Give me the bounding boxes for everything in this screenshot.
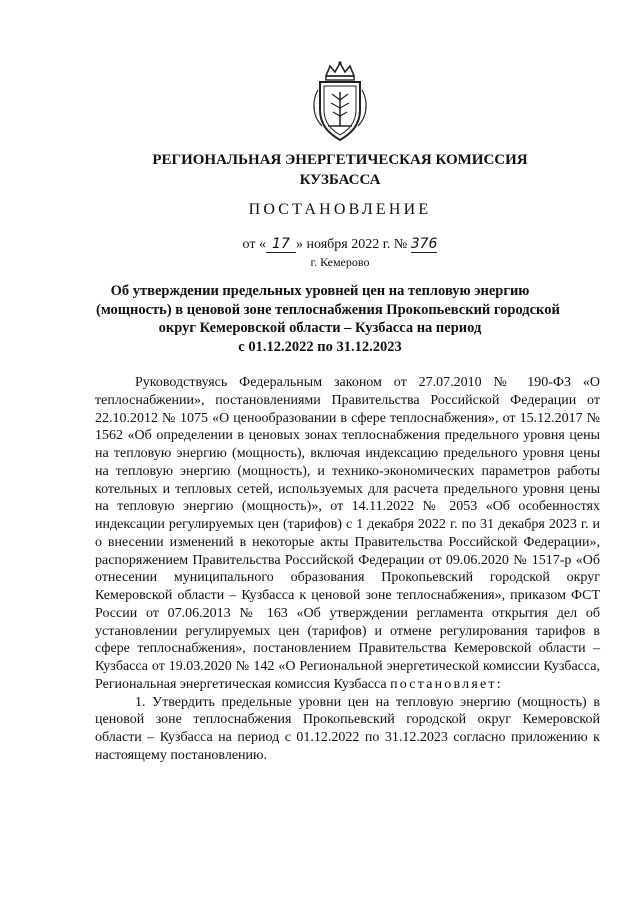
title-line3: округ Кемеровской области – Кузбасса на период: [158, 320, 482, 336]
organization-name-line2: КУЗБАССА: [299, 172, 381, 188]
decree-word: постановляет:: [390, 676, 503, 692]
date-number-line: [180, 236, 500, 254]
title-line1: Об утверждении предельных уровней цен на тепловую энергию: [110, 283, 530, 299]
item-1-paragraph: 1. Утвердить предельные уровни цен на тепловую энергию (мощность) в ценовой зоне теплоснабжения Прокопьевский городской округ Кемеровской области – Кузбасса на период с 01.12.2022 по 31.12.2023 согласно приложению к настоящему постановлению.: [95, 694, 600, 763]
city: г. Кемерово: [310, 255, 370, 269]
document-type: ПОСТАНОВЛЕНИЕ: [248, 201, 432, 218]
date-prefix: от «: [242, 237, 266, 252]
preamble-text: Руководствуясь Федеральным законом от 27.07.2010 № 190-ФЗ «О теплоснабжении», постановлениями Правительства Российской Федерации от 22.10.2012 № 1075 «О ценообразовании в сфере теплоснабжения», от 15.12.2017 № 1562 «Об определении в ценовых зонах теплоснабжения предельного уровня цены на тепловую энергию (мощность), включая индексацию предельного уровня цены на тепловую энергию (мощность), и технико-экономических параметров работы котельных и тепловых сетей, используемых для расчета предельного уровня цены на тепловую энергию (мощность)», от 14.11.2022 № 2053 «Об особенностях индексации регулируемых цен (тарифов) с 1 декабря 2022 г. по 31 декабря 2023 г. и о внесении изменений в некоторые акты Правительства Российской Федерации», распоряжением Правительства Российской Федерации от 09.06.2020 № 1517-р «Об отнесении муниципального образования Прокопьевский городской округ Кемеровской области – Кузбасса к ценовой зоне теплоснабжения», приказом ФСТ России от 07.06.2013 № 163 «Об утверждении регламента открытия дел об установлении регулируемых цен (тарифов) и отмене регулирования тарифов в сфере теплоснабжения», постановлением Правительства Кемеровской области – Кузбасса от 19.03.2020 № 142 «О Региональной энергетической комиссии Кузбасса, Региональная энергетическая комиссия Кузбасса: [95, 375, 600, 692]
title-line2: (мощность) в ценовой зоне теплоснабжения Прокопьевский городской: [96, 301, 560, 318]
date-rest: » ноября 2022 г. №: [295, 237, 408, 252]
preamble-paragraph: [95, 374, 600, 694]
handwritten-doc-number: 376: [410, 236, 438, 252]
handwritten-day: 17: [266, 236, 296, 253]
document-body: [95, 374, 600, 765]
organization-name-line1: РЕГИОНАЛЬНАЯ ЭНЕРГЕТИЧЕСКАЯ КОМИССИЯ: [152, 152, 528, 168]
document-title: [96, 282, 560, 356]
organization-name: [120, 150, 560, 190]
coat-of-arms-emblem: [304, 60, 376, 146]
title-line4: с 01.12.2022 по 31.12.2023: [238, 338, 402, 355]
